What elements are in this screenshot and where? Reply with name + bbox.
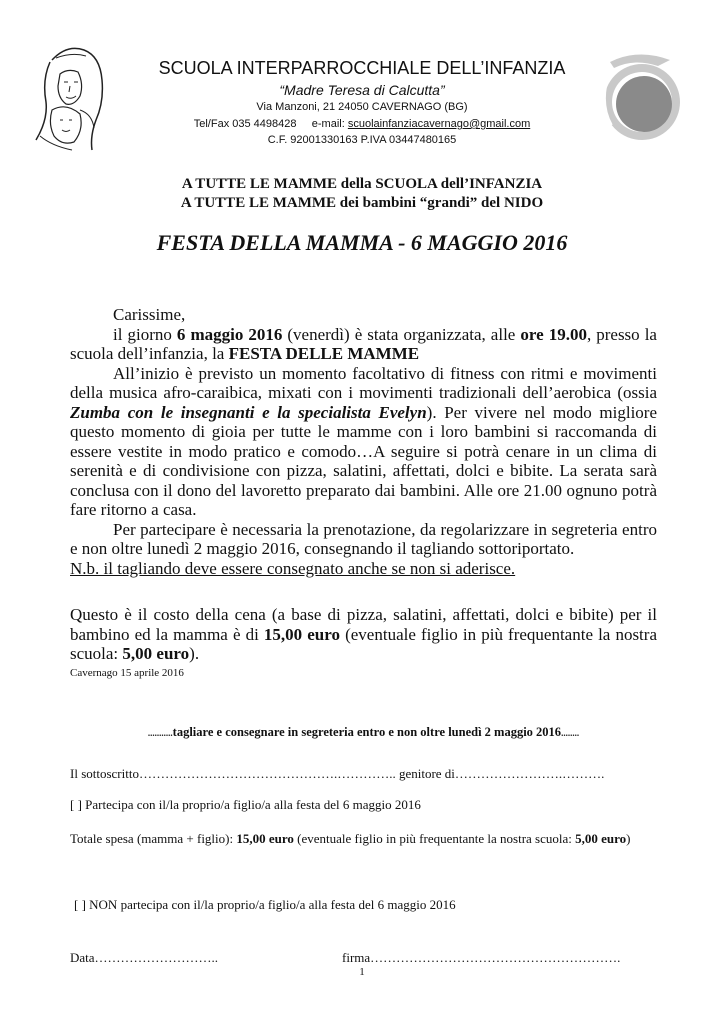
email-label: e-mail: [311,118,345,130]
page-number: 1 [359,966,365,978]
nota-bene: N.b. il tagliando deve essere consegnato anche se non si aderisce. [70,558,516,578]
school-name: SCUOLA INTERPARROCCHIALE DELL’INFANZIA [158,58,566,78]
cut-here-line: ...........tagliare e consegnare in segreteria entro e non oltre lunedì 2 maggio 2016........ [147,725,580,739]
total-cost: Totale spesa (mamma + figlio): 15,00 euro (eventuale figlio in più frequentante la nostra scuola: 5,00 euro) [70,831,631,846]
document-title: FESTA DELLA MAMMA - 6 MAGGIO 2016 [156,230,568,255]
paragraph-program: All’inizio è previsto un momento facoltativo di fitness con ritmi e movimenti della musica afro-caraibica, mixati con i movimenti tradizionali dell’aerobica (ossia Zumba con le insegnanti e la specialista Evelyn). Per vivere nel modo migliore questo momento di gioia per tutte le mamme con i loro bambini si raccomanda di essere vestite in modo pratico e comodo…A seguire si potrà cenare in un clima di serenità e di condivisione con pizza, salatini, affettati, dolci e bibite. La serata sarà conclusa con il dono del lavoretto preparato dai bambini. Alle ore 21.00 ognuno potrà fare ritorno a casa. [70,363,657,519]
cost-paragraph: Questo è il costo della cena (a base di pizza, salatini, affettati, dolci e bibite) per il bambino ed la mamma è di 15,00 euro (eventuale figlio in più frequentante la nostra scuola: 5,00 euro). [70,605,657,663]
event-date: 6 maggio 2016 [176,324,283,344]
place-date: Cavernago 15 aprile 2016 [70,667,184,679]
date-field[interactable]: Data……………………….. [70,950,219,965]
event-time: ore 19.00 [520,324,587,344]
tax-codes: C.F. 92001330163 P.IVA 03447480165 [267,134,457,146]
cost-extra-child: 5,00 euro [122,644,190,663]
cost-price: 15,00 euro [263,624,340,644]
recipients-line-2: A TUTTE LE MAMME dei bambini “grandi” del NIDO [180,195,544,211]
letter-body [70,305,657,578]
participate-checkbox[interactable]: [ ] Partecipa con il/la proprio/a figlio/a alla festa del 6 maggio 2016 [70,797,421,812]
email-link[interactable]: scuolainfanziacavernago@gmail.com [347,118,531,130]
signature-row [70,950,657,966]
school-contact [0,118,724,130]
greeting: Carissime, [113,305,186,324]
recipients-line-1: A TUTTE LE MAMME della SCUOLA dell’INFANZIA [181,176,543,192]
paragraph-event: il giorno 6 maggio 2016 (venerdì) è stata organizzata, alle ore 19.00, presso la scuola dell’infanzia, la FESTA DELLE MAMME [70,324,657,363]
school-motto: “Madre Teresa di Calcutta” [279,82,445,98]
school-address: Via Manzoni, 21 24050 CAVERNAGO (BG) [256,101,468,113]
event-name: FESTA DELLE MAMME [228,344,420,363]
zumba-note: Zumba con le insegnanti e la specialista Evelyn [70,402,427,422]
paragraph-booking: Per partecipare è necessaria la prenotazione, da regolarizzare in segreteria entro e non oltre lunedì 2 maggio 2016, consegnando il tagliando sottoriportato. [70,519,657,558]
phone-number: Tel/Fax 035 4498428 [193,118,297,130]
signed-parent-field[interactable]: Il sottoscritto……………………………………….………….. genitore di…………………….………. [70,766,605,781]
not-participate-checkbox[interactable]: [ ] NON partecipa con il/la proprio/a figlio/a alla festa del 6 maggio 2016 [74,897,456,912]
signature-field[interactable]: firma…………………………………………………. [342,950,621,965]
